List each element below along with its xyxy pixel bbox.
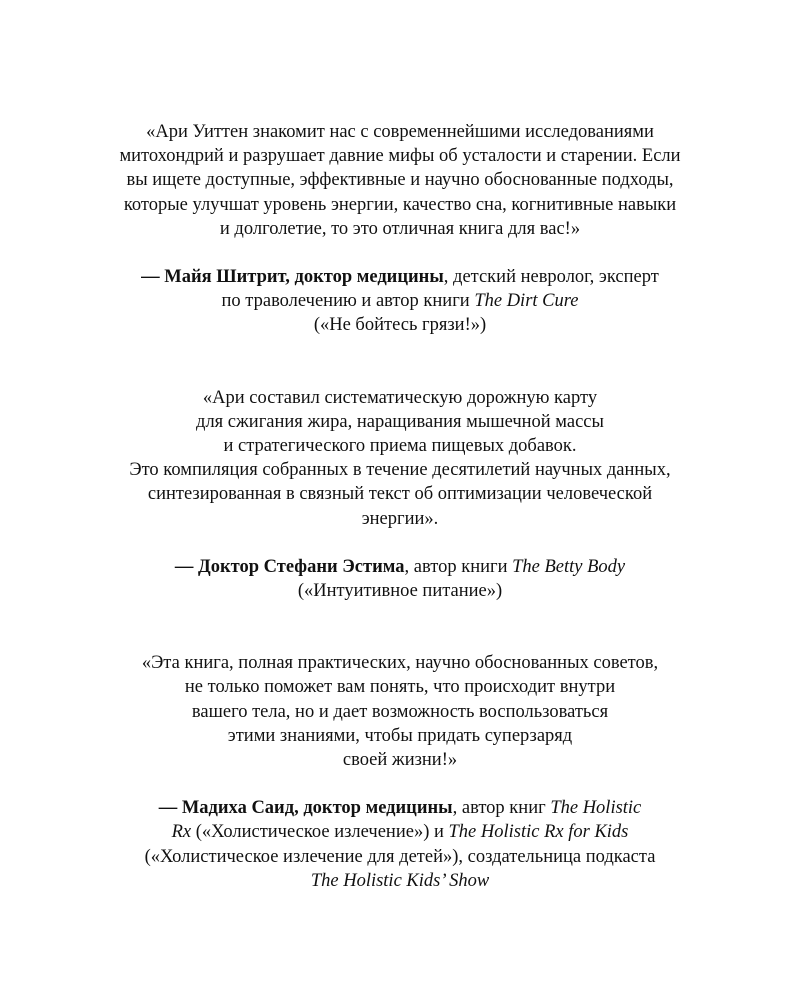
podcast-title: The Holistic Kids’ Show [310,870,490,891]
attribution-text: , детский невролог, эксперт [443,267,659,288]
quote-line: этими знаниями, чтобы придать суперзаряд [227,725,573,746]
quote-line: и долголетие, то это отличная книга для вас!» [219,218,581,239]
book-title: The Betty Body [512,556,626,577]
author-name: Доктор Стефани Эстима [197,556,405,577]
endorsement-2-quote [0,386,800,531]
quote-line: синтезированная в связный текст об оптимизации человеческой [147,484,653,505]
endorsement-2-attribution [0,555,800,603]
quote-line: для сжигания жира, наращивания мышечной массы [196,411,604,432]
endorsement-1-attribution [0,265,800,338]
quote-line: митохондрий и разрушает давние мифы об усталости и старении. Если [119,146,681,167]
book-title: The Holistic Rx for Kids [448,822,629,843]
quote-line: вашего тела, но и дает возможность воспользоваться [191,701,609,722]
quote-line: «Ари Уиттен знакомит нас с современнейшими исследованиями [146,122,654,142]
author-name: Майя Шитрит, доктор медицины [164,267,444,288]
endorsement-3-quote [0,651,800,772]
attribution-line: («Холистическое излечение для детей»), создательница подкаста [144,846,656,867]
quote-line: «Ари составил систематическую дорожную карту [202,387,598,408]
book-title: The Dirt Cure [474,291,579,312]
endorsement-1-quote [0,120,800,241]
book-title: Rx [171,822,192,843]
attribution-line [0,555,800,579]
attribution-line [0,265,800,289]
endorsement-1 [0,120,800,338]
attribution-line [0,796,800,820]
attribution-line [0,869,800,893]
endorsements-page [0,120,800,893]
attribution-text: по траволечению и автор книги [221,291,475,312]
attribution-text: , автор книги [404,556,513,577]
attribution-line: («Не бойтесь грязи!») [313,315,487,336]
endorsement-2 [0,386,800,604]
quote-line: Это компиляция собранных в течение десятилетий научных данных, [129,460,671,481]
attribution-line: («Интуитивное питание») [297,581,503,602]
attribution-text: , автор книг [452,798,551,819]
quote-line: и стратегического приема пищевых добавок. [223,436,577,457]
quote-line: энергии». [361,508,439,529]
attribution-text: («Холистическое излечение») и [191,822,449,843]
quote-line: вы ищете доступные, эффективные и научно обоснованные подходы, [126,170,674,191]
quote-line: которые улучшат уровень энергии, качество сна, когнитивные навыки [123,194,677,215]
endorsement-3-attribution [0,796,800,893]
attribution-dash: — [141,267,165,288]
book-title: The Holistic [550,798,642,819]
quote-line: своей жизни!» [342,750,458,771]
author-name: Мадиха Саид, доктор медицины [181,798,453,819]
attribution-dash: — [158,798,182,819]
endorsement-3 [0,651,800,893]
attribution-dash: — [174,556,198,577]
quote-line: «Эта книга, полная практических, научно обоснованных советов, [141,653,659,674]
attribution-line [0,289,800,313]
attribution-line [0,820,800,844]
quote-line: не только поможет вам понять, что происходит внутри [184,677,616,698]
